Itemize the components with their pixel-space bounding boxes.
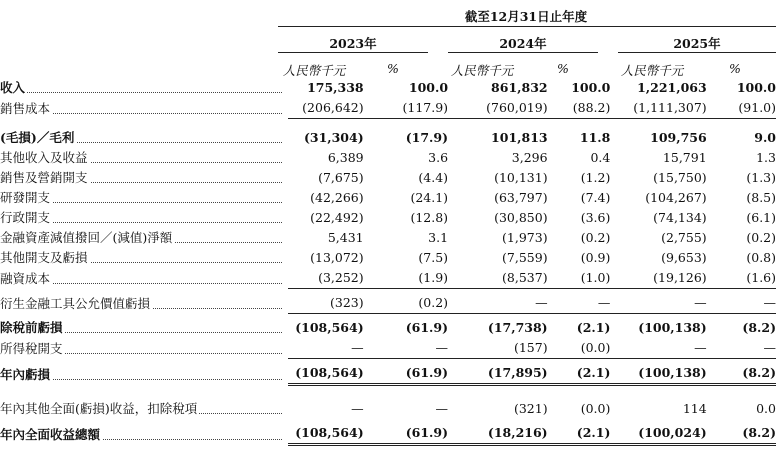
percent-cell: — <box>435 401 449 416</box>
table-row <box>0 168 776 188</box>
row-label-text: 其他收入及收益 <box>0 150 88 165</box>
percent-cell: (0.0) <box>580 401 611 416</box>
percent-cell: — <box>707 289 776 314</box>
amount-cell: (13,072) <box>310 250 364 265</box>
amount-cell: 861,832 <box>491 80 548 95</box>
percent-cell: (88.2) <box>548 98 611 119</box>
percent-cell: (0.0) <box>548 338 611 359</box>
percent-cell: (0.2) <box>364 289 448 314</box>
percent-cell: (8.2) <box>707 419 776 445</box>
amount-cell: (100,024) <box>610 419 706 445</box>
row-label <box>0 395 288 419</box>
percent-cell: (61.9) <box>364 419 448 445</box>
amount-cell: 114 <box>682 401 707 416</box>
percent-cell: (0.9) <box>580 250 611 265</box>
unit-pct-2024: % <box>557 61 569 76</box>
amount-cell: (18,216) <box>448 419 548 445</box>
amount-cell: (19,126) <box>610 268 706 289</box>
amount-cell: (100,138) <box>610 359 706 385</box>
row-label <box>0 78 288 98</box>
row-label <box>0 359 288 385</box>
percent-cell: (1.2) <box>580 170 611 185</box>
row-label-text: 收入 <box>0 80 26 95</box>
year-2025-heading: 2025年 <box>673 36 721 51</box>
row-label-text: 除稅前虧損 <box>0 320 63 335</box>
row-label-text: 年內全面收益總額 <box>0 426 101 442</box>
unit-amount-2024: 人民幣千元 <box>450 63 514 78</box>
row-label <box>0 338 288 359</box>
leader-dots <box>23 92 282 93</box>
spacer-row <box>0 385 776 396</box>
row-label <box>0 148 288 168</box>
leader-dots <box>23 202 282 203</box>
row-label <box>0 128 288 148</box>
row-label <box>0 168 288 188</box>
amount-cell: (2,755) <box>661 230 707 245</box>
percent-cell: 100.0 <box>408 80 449 95</box>
percent-cell: (2.1) <box>548 419 611 445</box>
percent-cell: (3.6) <box>580 210 611 225</box>
percent-cell: (1.3) <box>746 170 776 185</box>
percent-cell: (61.9) <box>405 320 449 335</box>
table-row <box>0 314 776 339</box>
spacer-row <box>0 119 776 129</box>
row-label-text: 銷售及營銷開支 <box>0 170 88 185</box>
unit-pct-2023: % <box>387 61 399 76</box>
percent-cell: (7.5) <box>418 250 449 265</box>
leader-dots <box>23 283 282 284</box>
table-row <box>0 148 776 168</box>
amount-cell: (10,131) <box>494 170 548 185</box>
unit-amount-2025: 人民幣千元 <box>620 63 684 78</box>
row-label-text: (毛損)／毛利 <box>0 130 75 145</box>
amount-cell: 3,296 <box>511 150 548 165</box>
amount-cell: (104,267) <box>645 190 707 205</box>
percent-cell: 11.8 <box>579 130 611 145</box>
amount-cell: (100,138) <box>638 320 707 335</box>
amount-cell: — <box>351 401 364 416</box>
percent-cell: 100.0 <box>571 80 611 95</box>
year-2023-rule <box>278 52 428 53</box>
amount-cell: — <box>610 289 706 314</box>
spacer-cell <box>0 119 776 129</box>
amount-cell: (15,750) <box>653 170 707 185</box>
percent-cell: (12.8) <box>410 210 449 225</box>
year-2024-rule <box>448 52 598 53</box>
table-row <box>0 78 776 98</box>
percent-cell: (91.0) <box>707 98 776 119</box>
percent-cell: (117.9) <box>364 98 448 119</box>
amount-cell: (9,653) <box>661 250 707 265</box>
table-row <box>0 359 776 385</box>
amount-cell: 15,791 <box>662 150 707 165</box>
table-row <box>0 395 776 419</box>
year-2024-heading: 2024年 <box>499 36 547 51</box>
amount-cell: 5,431 <box>327 230 364 245</box>
amount-cell: (7,675) <box>318 170 364 185</box>
amount-cell: (157) <box>448 338 548 359</box>
amount-cell: (3,252) <box>288 268 364 289</box>
percent-cell: (24.1) <box>410 190 449 205</box>
amount-cell: (1,973) <box>502 230 548 245</box>
percent-cell: (1.0) <box>548 268 611 289</box>
percent-cell: 0.0 <box>756 401 776 416</box>
amount-cell: (321) <box>513 401 548 416</box>
amount-cell: (108,564) <box>288 359 364 385</box>
table-row <box>0 98 776 119</box>
amount-cell: (7,559) <box>502 250 548 265</box>
amount-cell: 101,813 <box>491 130 548 145</box>
row-label <box>0 188 288 208</box>
percent-cell: (6.1) <box>746 210 776 225</box>
percent-cell: (2.1) <box>548 359 611 385</box>
income-statement-table <box>0 78 776 446</box>
amount-cell: (108,564) <box>295 320 364 335</box>
row-label <box>0 268 288 289</box>
row-label-text: 金融資產減值撥回／(減值)淨額 <box>0 230 173 245</box>
amount-cell: — <box>288 338 364 359</box>
amount-cell: (63,797) <box>494 190 548 205</box>
percent-cell: 100.0 <box>736 80 776 95</box>
year-2025-rule <box>618 52 776 53</box>
percent-cell: — <box>548 289 611 314</box>
row-label-text: 所得稅開支 <box>0 340 63 356</box>
amount-cell: (30,850) <box>494 210 548 225</box>
row-label-text: 研發開支 <box>0 190 51 205</box>
amount-cell: — <box>610 338 706 359</box>
leader-dots <box>23 222 282 223</box>
table-row <box>0 208 776 228</box>
amount-cell: (1,111,307) <box>610 98 706 119</box>
amount-cell: — <box>448 289 548 314</box>
amount-cell: 6,389 <box>327 150 364 165</box>
table-row <box>0 188 776 208</box>
percent-cell: (1.9) <box>364 268 448 289</box>
percent-cell: — <box>707 338 776 359</box>
row-label <box>0 248 288 268</box>
percent-cell: (8.2) <box>742 320 776 335</box>
percent-cell: (7.4) <box>580 190 611 205</box>
percent-cell: 0.4 <box>590 150 611 165</box>
amount-cell: (22,492) <box>310 210 364 225</box>
percent-cell: (2.1) <box>576 320 611 335</box>
amount-cell: (74,134) <box>653 210 707 225</box>
row-label <box>0 314 288 339</box>
row-label-text: 衍生金融工具公允價值虧損 <box>0 295 151 311</box>
amount-cell: 175,338 <box>307 80 364 95</box>
table-row <box>0 248 776 268</box>
percent-cell: (61.9) <box>364 359 448 385</box>
percent-cell: (4.4) <box>418 170 449 185</box>
amount-cell: (17,738) <box>487 320 548 335</box>
percent-cell: (1.6) <box>707 268 776 289</box>
percent-cell: (8.2) <box>707 359 776 385</box>
amount-cell: (206,642) <box>288 98 364 119</box>
amount-cell: (31,304) <box>303 130 364 145</box>
table-row <box>0 338 776 359</box>
percent-cell: 1.3 <box>756 150 776 165</box>
percent-cell: 9.0 <box>754 130 776 145</box>
leader-dots <box>23 113 282 114</box>
row-label-text: 年內虧損 <box>0 366 51 382</box>
percent-cell: (8.5) <box>746 190 776 205</box>
percent-cell: (0.8) <box>746 250 776 265</box>
amount-cell: 109,756 <box>650 130 707 145</box>
year-2023-heading: 2023年 <box>329 36 377 51</box>
table-row <box>0 419 776 445</box>
period-rule <box>278 26 776 27</box>
row-label <box>0 208 288 228</box>
spacer-cell <box>0 385 776 396</box>
table-row <box>0 228 776 248</box>
percent-cell: 3.1 <box>428 230 449 245</box>
amount-cell: (17,895) <box>448 359 548 385</box>
percent-cell: (0.2) <box>746 230 776 245</box>
percent-cell: 3.6 <box>428 150 449 165</box>
percent-cell: (17.9) <box>405 130 449 145</box>
table-row <box>0 128 776 148</box>
leader-dots <box>23 379 282 380</box>
amount-cell: (760,019) <box>448 98 548 119</box>
amount-cell: 1,221,063 <box>637 80 707 95</box>
amount-cell: (8,537) <box>448 268 548 289</box>
row-label-text: 銷售成本 <box>0 100 51 116</box>
row-label <box>0 419 288 445</box>
row-label-text: 行政開支 <box>0 210 51 225</box>
unit-amount-2023: 人民幣千元 <box>282 63 346 78</box>
period-heading: 截至12月31日止年度 <box>464 9 588 24</box>
percent-cell: (0.2) <box>580 230 611 245</box>
row-label <box>0 98 288 119</box>
amount-cell: (108,564) <box>288 419 364 445</box>
percent-cell: — <box>364 338 448 359</box>
unit-pct-2025: % <box>729 61 741 76</box>
row-label-text: 年內其他全面(虧損)收益，扣除稅項 <box>0 401 198 416</box>
row-label <box>0 228 288 248</box>
row-label-text: 融資成本 <box>0 270 51 286</box>
row-label-text: 其他開支及虧損 <box>0 250 88 265</box>
amount-cell: (42,266) <box>310 190 364 205</box>
table-row <box>0 289 776 314</box>
row-label <box>0 289 288 314</box>
amount-cell: (323) <box>288 289 364 314</box>
table-row <box>0 268 776 289</box>
